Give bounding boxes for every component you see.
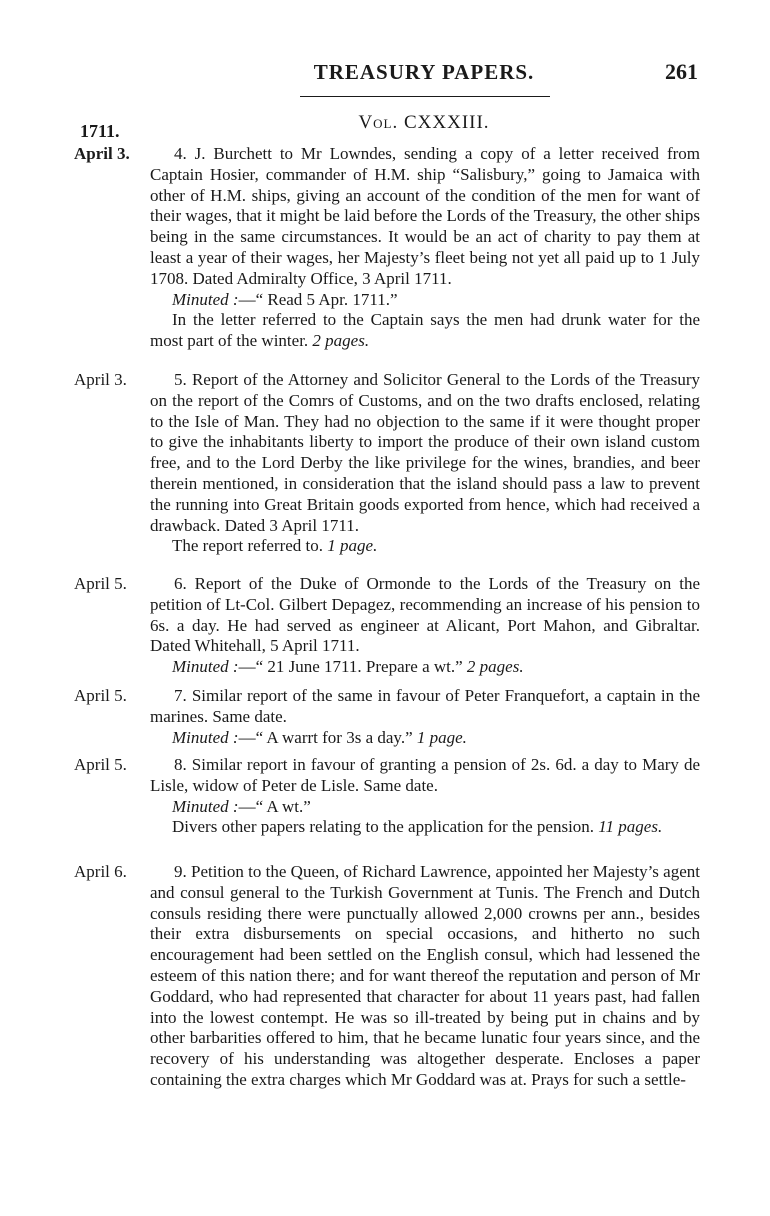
entry-date: April 3. (74, 144, 130, 163)
entry-body: 8. Similar report in favour of granting a pension of 2s. 6d. a day to Mary de Lisle, widow of Peter de Lisle. Same date. (150, 755, 700, 795)
entry-note (150, 817, 700, 838)
page-count: 1 page. (416, 727, 467, 747)
minuted-label: Minuted : (172, 657, 239, 677)
entry-body: 6. Report of the Duke of Ormonde to the Lords of the Treasury on the petition of Lt-Col. Gilbert Depagez, recommending an increase of his pension to 6s. a day. He had served as engineer at Alicant, Port Mahon, and Gibraltar. Dated Whitehall, 5 April 1711. (150, 574, 700, 656)
entry-date: April 3. (74, 370, 127, 389)
minuted-text: —“ A warrt for 3s a day.” (238, 727, 413, 747)
entry-date: April 5. (74, 755, 127, 774)
minuted-line (150, 797, 700, 818)
minuted-text: —“ Read 5 Apr. 1711.” (238, 289, 398, 309)
year-label: 1711. (80, 121, 120, 141)
minuted-text: —“ 21 June 1711. Prepare a wt.” (238, 657, 463, 677)
page-count: 1 page. (327, 536, 378, 556)
entry-text (150, 144, 700, 352)
entry-text (150, 862, 700, 1091)
minuted-line (150, 657, 700, 678)
entry-body: 5. Report of the Attorney and Solicitor General to the Lords of the Treasury on the report of the Comrs of Customs, and on the two drafts enclosed, relating to the Isle of Man. They had no objection to the same if it were thought proper to give the inhabitants liberty to import the produce of their own island custom free, and to the Lord Derby the like privilege for the wines, brandies, and beer therein mentioned, in consideration that the island should pass a law to prevent the running into Great Britain goods exported from hence, which had received a drawback. Dated 3 April 1711. (150, 370, 700, 535)
minuted-text: —“ A wt.” (238, 796, 311, 816)
entry-note (150, 536, 700, 557)
header-rule (300, 96, 550, 97)
running-header (150, 56, 698, 90)
page-count: 11 pages. (598, 817, 663, 837)
minuted-line (150, 290, 700, 311)
entry-body: 7. Similar report of the same in favour of Peter Franquefort, a captain in the marines. Same date. (150, 686, 700, 726)
entry-text (150, 686, 700, 748)
page-number: 261 (665, 59, 698, 84)
entry-text (150, 370, 700, 557)
entry-text (150, 755, 700, 838)
entry-text (150, 574, 700, 678)
entry-body: 4. J. Burchett to Mr Lowndes, sending a copy of a letter received from Captain Hosier, commander of H.M. ship “Salisbury,” going to Jamaica with other of H.M. ships, giving an account of the condition of the men for want of their wages, that it might be laid before the Lords of the Treasury, the other ships being in the same circumstances. It would be an act of charity to pay them at least a year of their wages, her Majesty’s fleet being not yet all paid up to 1 July 1708. Dated Admiralty Office, 3 April 1711. (150, 144, 700, 288)
minuted-label: Minuted : (172, 796, 239, 816)
minuted-label: Minuted : (172, 727, 239, 747)
entry-body: 9. Petition to the Queen, of Richard Lawrence, appointed her Majesty’s agent and consul general to the Turkish Government at Tunis. The French and Dutch consuls residing there were punctually allowed 2,000 crowns per ann., besides their extra disbursements on special occasions, and hitherto no such encouragement had been settled on the English consul, which had lessened the esteem of this nation there; and for want thereof the reputation and person of Mr Goddard, who had represented that character for about 11 years past, had fallen into the lowest contempt. He was so ill-treated by being put in chains and by other barbarities offered to him, that he became lunatic four years since, and the recovery of his understanding was altogether desperate. Encloses a paper containing the extra charges which Mr Goddard was at. Prays for such a settle- (150, 862, 700, 1089)
page-count: 2 pages. (312, 331, 370, 351)
entry-date: April 5. (74, 686, 127, 705)
entry-date: April 5. (74, 574, 127, 593)
running-title: TREASURY PAPERS. (313, 60, 535, 84)
minuted-label: Minuted : (172, 289, 239, 309)
note-text: The report referred to. (172, 536, 324, 556)
volume-heading: Vol. CXXXIII. (358, 112, 490, 133)
note-text: Divers other papers relating to the application for the pension. (172, 817, 595, 837)
entry-note (150, 310, 700, 352)
note-text: In the letter referred to the Captain says the men had drunk water for the most part of the winter. (150, 310, 700, 351)
entry-date: April 6. (74, 862, 127, 881)
page-count: 2 pages. (466, 657, 524, 677)
minuted-line (150, 728, 700, 749)
